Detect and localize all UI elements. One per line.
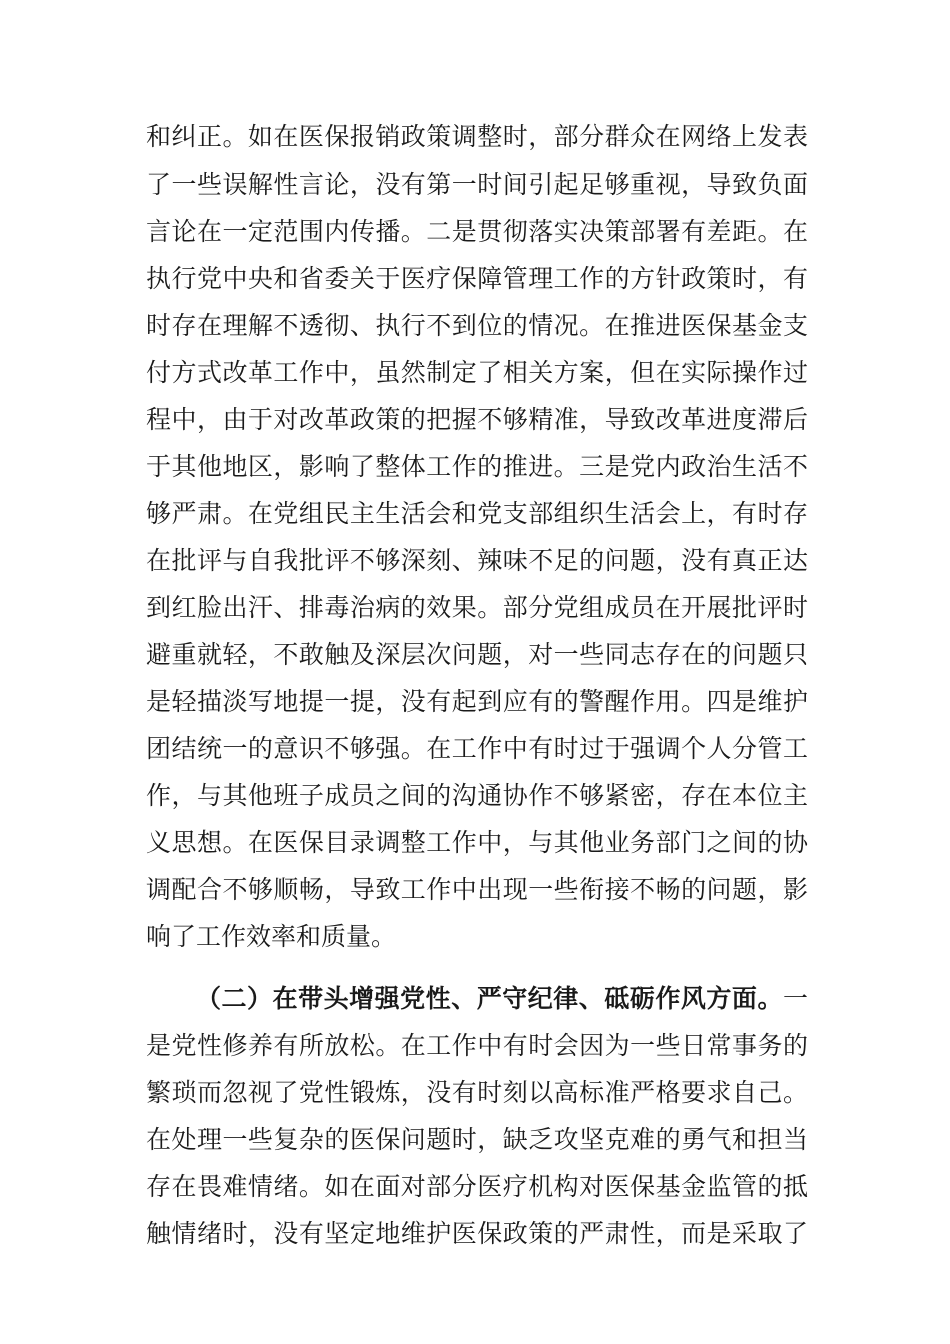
text-line: 调配合不够顺畅，导致工作中出现一些衔接不畅的问题，影	[146, 875, 808, 904]
text-line: 和纠正。如在医保报销政策调整时，部分群众在网络上发表	[146, 122, 808, 151]
text-line: 响了工作效率和质量。	[146, 922, 397, 951]
text-line: 付方式改革工作中，虽然制定了相关方案，但在实际操作过	[146, 358, 808, 387]
text-line: 执行党中央和省委关于医疗保障管理工作的方针政策时，有	[146, 264, 808, 293]
section-heading-line	[196, 979, 808, 1019]
text-line: 触情绪时，没有坚定地维护医保政策的严肃性，而是采取了	[146, 1219, 808, 1248]
text-line: 了一些误解性言论，没有第一时间引起足够重视，导致负面	[146, 170, 808, 199]
section-heading-tail: 一	[782, 984, 808, 1013]
text-line: 言论在一定范围内传播。二是贯彻落实决策部署有差距。在	[146, 217, 808, 246]
text-line: 存在畏难情绪。如在面对部分医疗机构对医保基金监管的抵	[146, 1172, 808, 1201]
section-heading: （二）在带头增强党性、严守纪律、砥砺作风方面。	[196, 984, 783, 1013]
text-line: 够严肃。在党组民主生活会和党支部组织生活会上，有时存	[146, 499, 808, 528]
text-line: 程中，由于对改革政策的把握不够精准，导致改革进度滞后	[146, 405, 808, 434]
text-line: 避重就轻，不敢触及深层次问题，对一些同志存在的问题只	[146, 640, 808, 669]
text-line: 是轻描淡写地提一提，没有起到应有的警醒作用。四是维护	[146, 687, 808, 716]
text-line: 到红脸出汗、排毒治病的效果。部分党组成员在开展批评时	[146, 593, 808, 622]
text-line: 于其他地区，影响了整体工作的推进。三是党内政治生活不	[146, 452, 808, 481]
text-line: 作，与其他班子成员之间的沟通协作不够紧密，存在本位主	[146, 781, 808, 810]
text-line: 在批评与自我批评不够深刻、辣味不足的问题，没有真正达	[146, 546, 808, 575]
text-line: 时存在理解不透彻、执行不到位的情况。在推进医保基金支	[146, 311, 808, 340]
text-line: 在处理一些复杂的医保问题时，缺乏攻坚克难的勇气和担当	[146, 1125, 808, 1154]
text-line: 繁琐而忽视了党性锻炼，没有时刻以高标准严格要求自己。	[146, 1078, 808, 1107]
text-line: 是党性修养有所放松。在工作中有时会因为一些日常事务的	[146, 1031, 808, 1060]
text-line: 团结统一的意识不够强。在工作中有时过于强调个人分管工	[146, 734, 808, 763]
text-line: 义思想。在医保目录调整工作中，与其他业务部门之间的协	[146, 828, 808, 857]
